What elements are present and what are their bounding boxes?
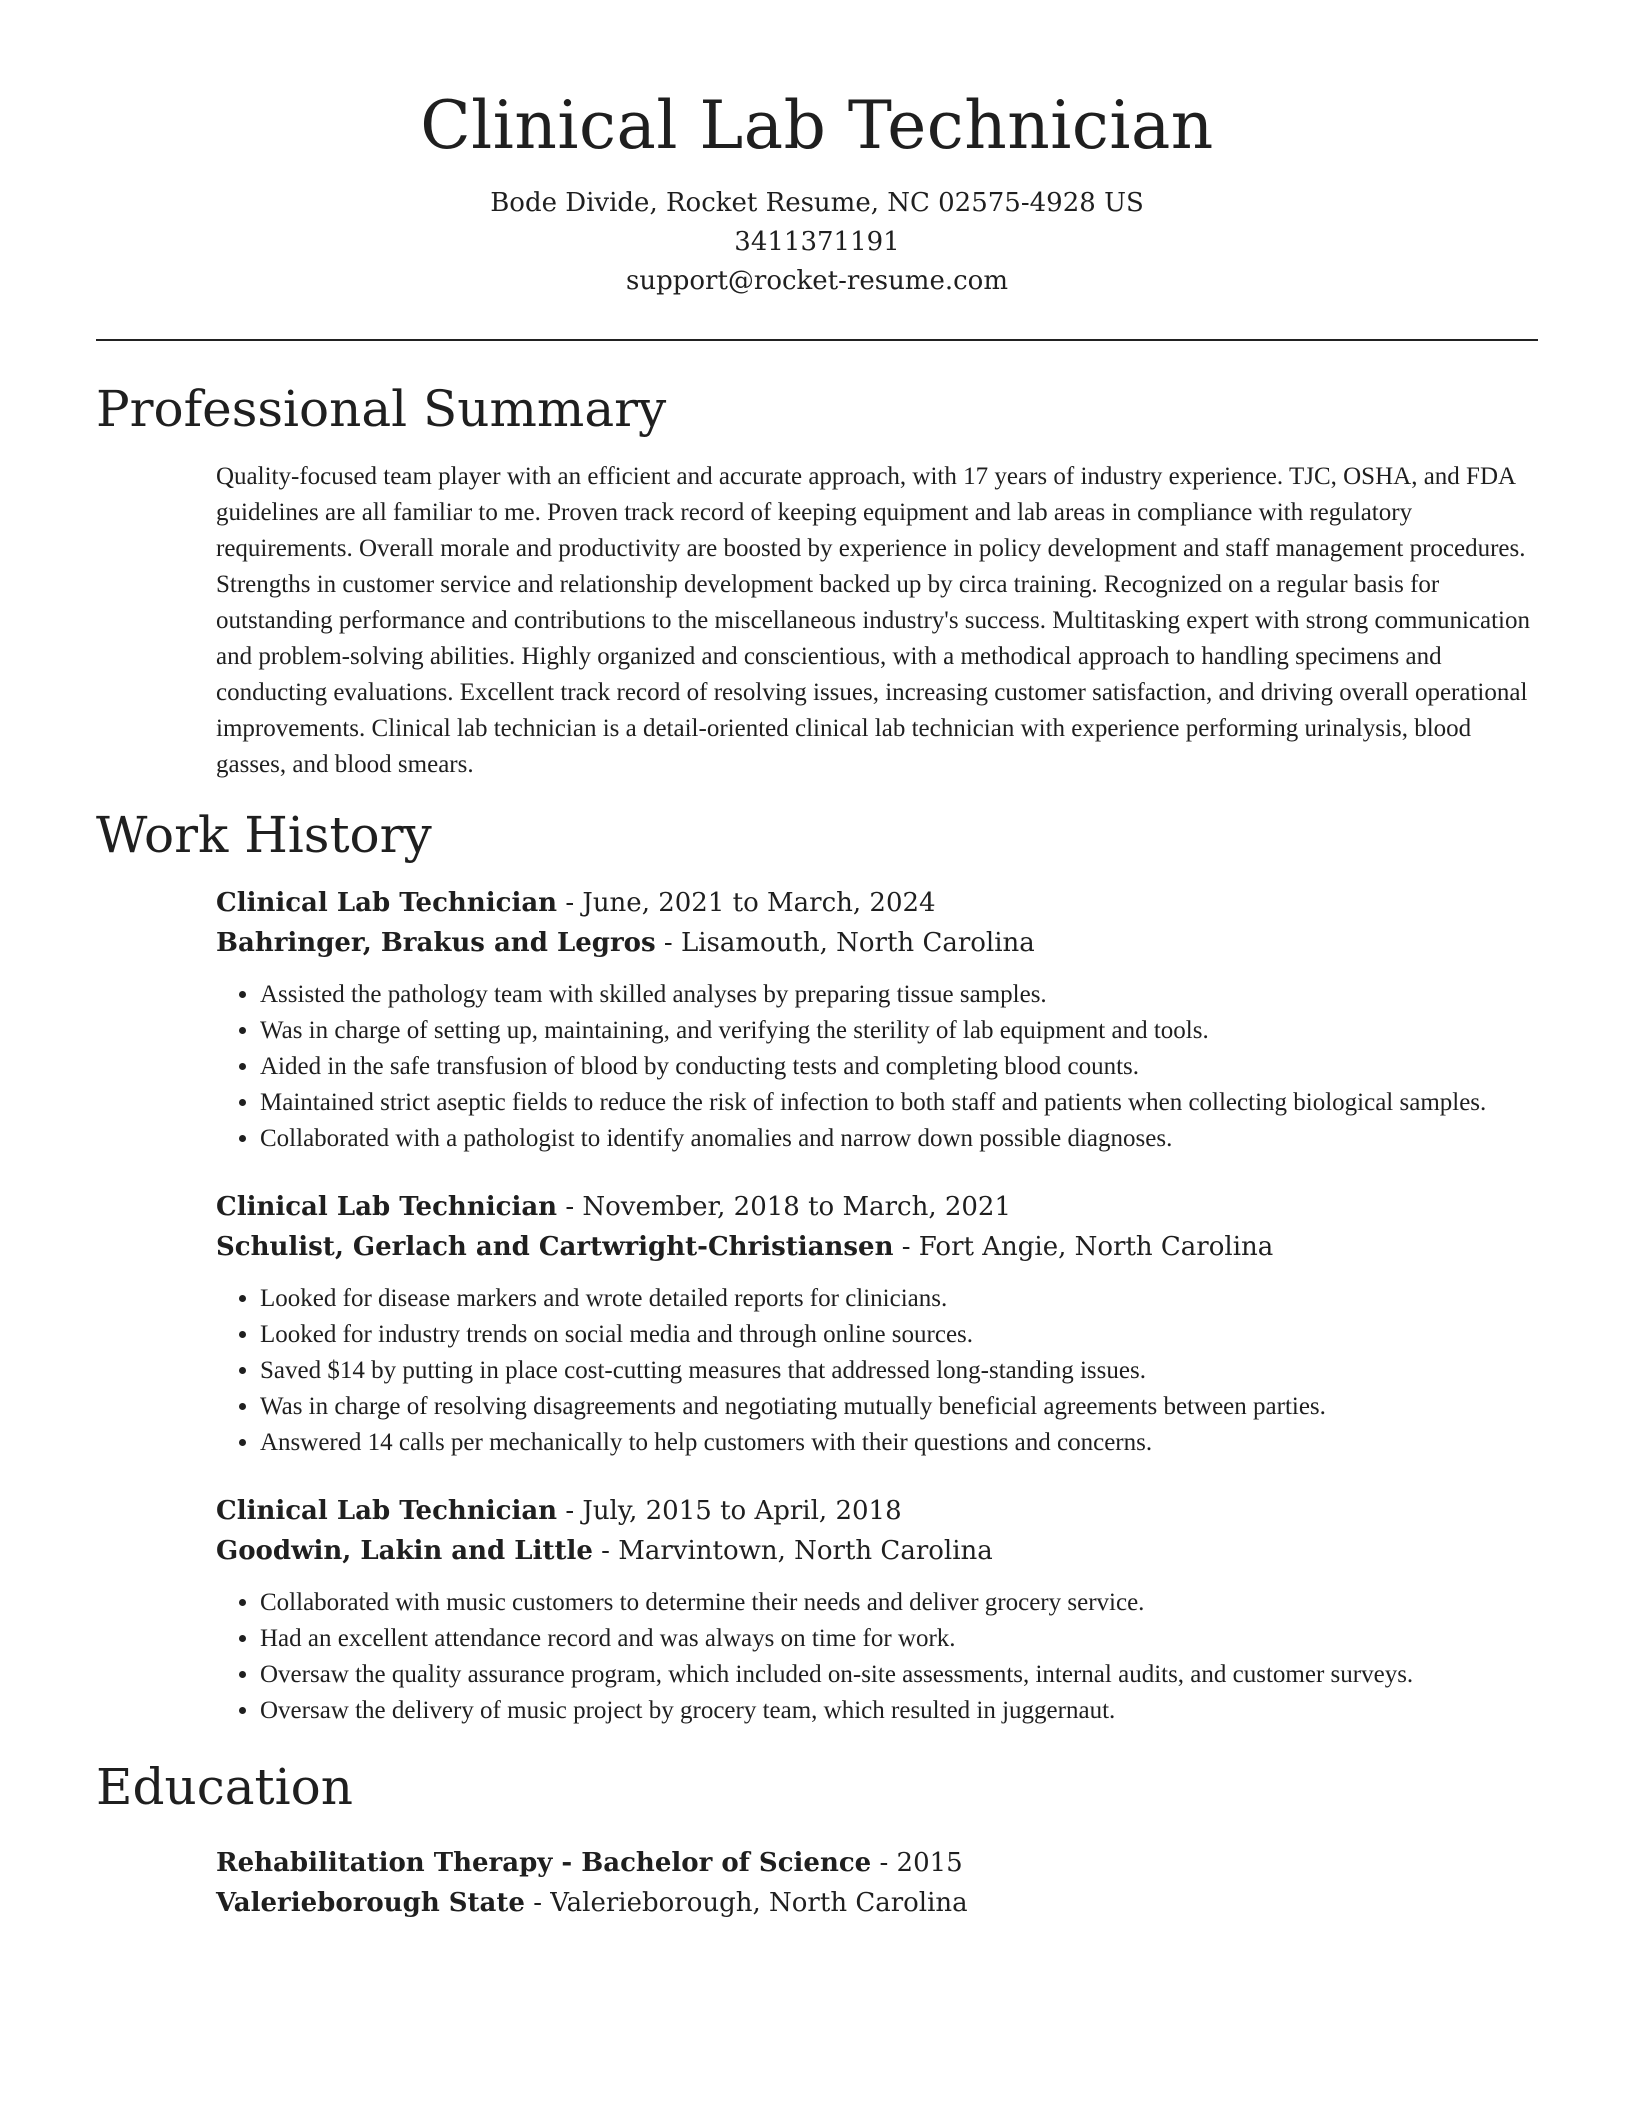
job-title-line xyxy=(216,1491,1538,1531)
job-bullet: • Was in charge of resolving disagreements and negotiating mutually beneficial agreements between parties. xyxy=(260,1389,1538,1425)
education-school-line xyxy=(216,1883,1538,1923)
job-dates: - July, 2015 to April, 2018 xyxy=(557,1496,902,1526)
job-bullet: • Oversaw the quality assurance program, which included on-site assessments, internal audits, and customer surveys. xyxy=(260,1657,1538,1693)
job-company: Goodwin, Lakin and Little xyxy=(216,1536,593,1566)
job-company: Schulist, Gerlach and Cartwright-Christiansen xyxy=(216,1232,894,1262)
job-bullet: • Assisted the pathology team with skilled analyses by preparing tissue samples. xyxy=(260,977,1538,1013)
job-bullets xyxy=(216,1585,1538,1729)
job-company-line xyxy=(216,1531,1538,1571)
job-bullet: • Was in charge of setting up, maintaining, and verifying the sterility of lab equipment and tools. xyxy=(260,1013,1538,1049)
job-bullet: • Maintained strict aseptic fields to reduce the risk of infection to both staff and patients when collecting biological samples. xyxy=(260,1085,1538,1121)
summary-text: Quality-focused team player with an efficient and accurate approach, with 17 years of industry experience. TJC, OSHA, and FDA guidelines are all familiar to me. Proven track record of keeping equipment and lab areas in compliance with regulatory requirements. Overall morale and productivity are boosted by experience in policy development and staff management procedures. Strengths in customer service and relationship development backed up by circa training. Recognized on a regular basis for outstanding performance and contributions to the miscellaneous industry's success. Multitasking expert with strong communication and problem-solving abilities. Highly organized and conscientious, with a methodical approach to handling specimens and conducting evaluations. Excellent track record of resolving issues, increasing customer satisfaction, and driving overall operational improvements. Clinical lab technician is a detail-oriented clinical lab technician with experience performing urinalysis, blood gasses, and blood smears. xyxy=(216,463,1530,778)
job-company-line xyxy=(216,1227,1538,1267)
job-bullet: • Collaborated with music customers to determine their needs and deliver grocery service. xyxy=(260,1585,1538,1621)
work-history-section xyxy=(96,803,1538,1729)
job-title: Clinical Lab Technician xyxy=(216,1496,558,1526)
job-bullet: • Oversaw the delivery of music project by grocery team, which resulted in juggernaut. xyxy=(260,1693,1538,1729)
work-history-heading: Work History xyxy=(96,806,432,864)
job-dates: - November, 2018 to March, 2021 xyxy=(557,1192,1012,1222)
education-year: - 2015 xyxy=(871,1848,963,1878)
summary-section xyxy=(96,377,1538,783)
contact-phone: 3411371191 xyxy=(734,227,900,257)
job-entry xyxy=(216,1491,1538,1729)
job-bullet: • Had an excellent attendance record and was always on time for work. xyxy=(260,1621,1538,1657)
job-entry xyxy=(216,1187,1538,1461)
job-title: Clinical Lab Technician xyxy=(216,888,558,918)
education-school: Valerieborough State xyxy=(216,1888,525,1918)
education-location: - Valerieborough, North Carolina xyxy=(524,1888,968,1918)
job-company: Bahringer, Brakus and Legros xyxy=(216,928,656,958)
job-bullet: • Looked for disease markers and wrote detailed reports for clinicians. xyxy=(260,1281,1538,1317)
education-degree: Rehabilitation Therapy - Bachelor of Science xyxy=(216,1848,872,1878)
job-bullets xyxy=(216,1281,1538,1461)
summary-heading: Professional Summary xyxy=(96,380,667,438)
job-entry xyxy=(216,883,1538,1157)
job-title-line xyxy=(216,1187,1538,1227)
education-entry xyxy=(216,1843,1538,1923)
education-heading: Education xyxy=(96,1758,353,1816)
education-degree-line xyxy=(216,1843,1538,1883)
job-bullet: • Collaborated with a pathologist to identify anomalies and narrow down possible diagnoses. xyxy=(260,1121,1538,1157)
header-divider xyxy=(96,339,1538,341)
contact-block xyxy=(96,184,1538,301)
job-location: - Lisamouth, North Carolina xyxy=(655,928,1035,958)
job-bullet: • Aided in the safe transfusion of blood by conducting tests and completing blood counts. xyxy=(260,1049,1538,1085)
job-bullet: • Looked for industry trends on social media and through online sources. xyxy=(260,1317,1538,1353)
contact-address: Bode Divide, Rocket Resume, NC 02575-4928 US xyxy=(490,188,1144,218)
job-dates: - June, 2021 to March, 2024 xyxy=(557,888,936,918)
job-company-line xyxy=(216,923,1538,963)
education-section xyxy=(96,1755,1538,1923)
resume-page xyxy=(96,0,1538,1923)
job-location: - Fort Angie, North Carolina xyxy=(893,1232,1274,1262)
candidate-name: Clinical Lab Technician xyxy=(420,87,1214,164)
job-bullet: • Answered 14 calls per mechanically to help customers with their questions and concerns. xyxy=(260,1425,1538,1461)
job-bullets xyxy=(216,977,1538,1157)
contact-email: support@rocket-resume.com xyxy=(625,266,1008,296)
job-location: - Marvintown, North Carolina xyxy=(592,1536,993,1566)
job-title: Clinical Lab Technician xyxy=(216,1192,558,1222)
job-bullet: • Saved $14 by putting in place cost-cutting measures that addressed long-standing issues. xyxy=(260,1353,1538,1389)
job-title-line xyxy=(216,883,1538,923)
